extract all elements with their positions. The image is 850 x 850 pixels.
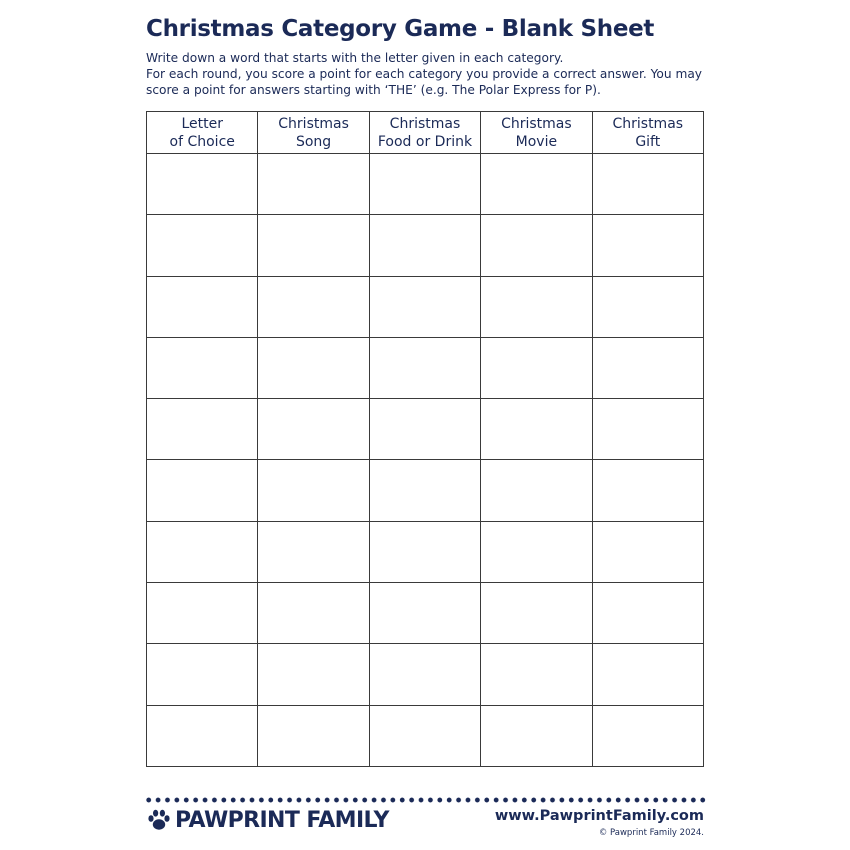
answer-cell[interactable] bbox=[481, 337, 592, 398]
answer-cell[interactable] bbox=[369, 521, 480, 582]
answer-cell[interactable] bbox=[258, 583, 369, 644]
answer-cell[interactable] bbox=[481, 521, 592, 582]
answer-cell[interactable] bbox=[369, 337, 480, 398]
answer-cell[interactable] bbox=[147, 276, 258, 337]
header-line: Song bbox=[295, 133, 332, 150]
header-letter-of-choice bbox=[147, 112, 258, 154]
answer-row bbox=[147, 276, 704, 337]
header-christmas-song bbox=[258, 112, 369, 154]
answer-row bbox=[147, 154, 704, 215]
answer-cell[interactable] bbox=[258, 215, 369, 276]
header-christmas-food-or-drink bbox=[369, 112, 480, 154]
answer-cell[interactable] bbox=[592, 399, 703, 460]
answer-cell[interactable] bbox=[258, 521, 369, 582]
answer-cell[interactable] bbox=[369, 276, 480, 337]
page-title: Christmas Category Game - Blank Sheet bbox=[146, 16, 655, 42]
instruction-line: For each round, you score a point for each category you provide a correct answer. You may bbox=[146, 67, 703, 81]
instruction-line: Write down a word that starts with the letter given in each category. bbox=[146, 51, 564, 65]
website-link[interactable]: www.PawprintFamily.com bbox=[494, 808, 704, 824]
answer-cell[interactable] bbox=[258, 705, 369, 766]
answer-cell[interactable] bbox=[592, 337, 703, 398]
brand-logo bbox=[146, 806, 389, 834]
answer-cell[interactable] bbox=[592, 215, 703, 276]
paw-print-icon bbox=[146, 807, 172, 833]
answer-cell[interactable] bbox=[147, 460, 258, 521]
answer-cell[interactable] bbox=[481, 399, 592, 460]
copyright-notice: © Pawprint Family 2024. bbox=[598, 828, 704, 838]
header-line: Christmas bbox=[278, 115, 349, 132]
answer-cell[interactable] bbox=[369, 399, 480, 460]
answer-cell[interactable] bbox=[147, 337, 258, 398]
answer-row bbox=[147, 644, 704, 705]
answer-cell[interactable] bbox=[147, 521, 258, 582]
answer-cell[interactable] bbox=[258, 399, 369, 460]
answer-cell[interactable] bbox=[369, 215, 480, 276]
answer-cell[interactable] bbox=[258, 644, 369, 705]
header-line: Movie bbox=[515, 133, 558, 150]
header-row bbox=[147, 112, 704, 154]
answer-cell[interactable] bbox=[592, 276, 703, 337]
answer-cell[interactable] bbox=[258, 337, 369, 398]
instruction-line: score a point for answers starting with ‘THE’ (e.g. The Polar Express for P). bbox=[146, 83, 601, 97]
answer-cell[interactable] bbox=[592, 154, 703, 215]
answer-cell[interactable] bbox=[481, 644, 592, 705]
answer-row bbox=[147, 399, 704, 460]
answer-row bbox=[147, 521, 704, 582]
answer-row bbox=[147, 460, 704, 521]
answer-row bbox=[147, 337, 704, 398]
answer-cell[interactable] bbox=[258, 276, 369, 337]
answer-cell[interactable] bbox=[592, 705, 703, 766]
answer-cell[interactable] bbox=[147, 583, 258, 644]
answer-cell[interactable] bbox=[258, 154, 369, 215]
answer-cell[interactable] bbox=[369, 583, 480, 644]
header-line: of Choice bbox=[169, 133, 235, 150]
answer-cell[interactable] bbox=[369, 644, 480, 705]
answer-cell[interactable] bbox=[258, 460, 369, 521]
header-line: Food or Drink bbox=[377, 133, 473, 150]
answer-row bbox=[147, 215, 704, 276]
instructions bbox=[146, 50, 706, 98]
answer-row bbox=[147, 583, 704, 644]
answer-cell[interactable] bbox=[481, 583, 592, 644]
answer-cell[interactable] bbox=[481, 705, 592, 766]
answer-cell[interactable] bbox=[369, 705, 480, 766]
answer-cell[interactable] bbox=[147, 215, 258, 276]
brand-name: PAWPRINT FAMILY bbox=[175, 807, 389, 833]
header-line: Gift bbox=[635, 133, 661, 150]
answer-cell[interactable] bbox=[481, 215, 592, 276]
header-line: Christmas bbox=[501, 115, 572, 132]
category-table bbox=[146, 111, 704, 767]
answer-cell[interactable] bbox=[147, 705, 258, 766]
answer-cell[interactable] bbox=[147, 644, 258, 705]
header-line: Christmas bbox=[612, 115, 684, 132]
answer-cell[interactable] bbox=[592, 644, 703, 705]
header-christmas-movie bbox=[481, 112, 592, 154]
header-line: Christmas bbox=[389, 115, 461, 132]
answer-cell[interactable] bbox=[481, 460, 592, 521]
answer-cell[interactable] bbox=[592, 460, 703, 521]
answer-cell[interactable] bbox=[147, 399, 258, 460]
answer-row bbox=[147, 705, 704, 766]
answer-cell[interactable] bbox=[369, 460, 480, 521]
answer-cell[interactable] bbox=[481, 154, 592, 215]
answer-cell[interactable] bbox=[592, 583, 703, 644]
answer-cell[interactable] bbox=[369, 154, 480, 215]
dotted-divider bbox=[144, 797, 706, 803]
header-christmas-gift bbox=[592, 112, 703, 154]
answer-cell[interactable] bbox=[147, 154, 258, 215]
header-line: Letter bbox=[181, 115, 223, 132]
answer-cell[interactable] bbox=[481, 276, 592, 337]
answer-cell[interactable] bbox=[592, 521, 703, 582]
